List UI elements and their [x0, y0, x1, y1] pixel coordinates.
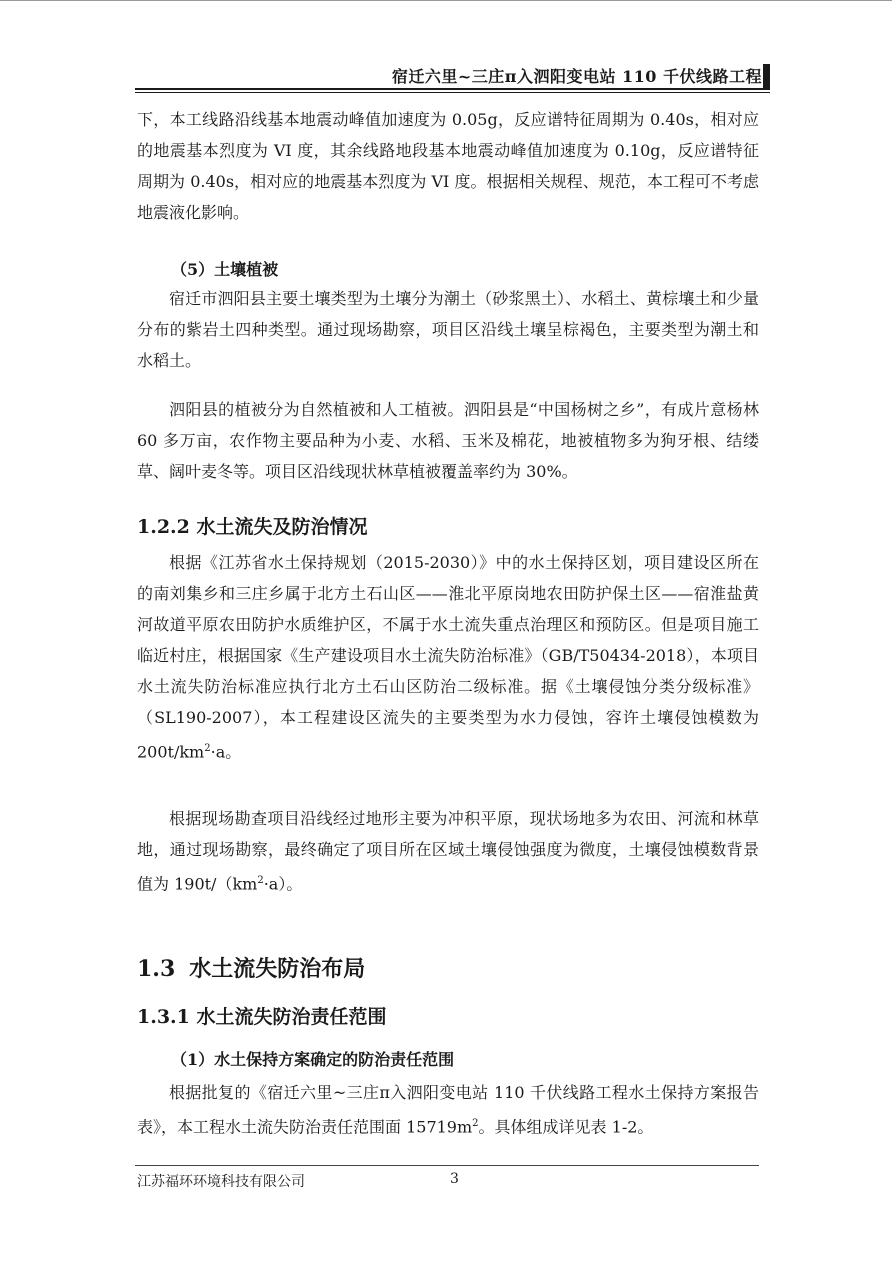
subheading-responsibility-scope: （1）水土保持方案确定的防治责任范围 [171, 1050, 455, 1069]
footer-company: 江苏福环环境科技有限公司 [137, 1174, 305, 1190]
header-rule-thin [135, 92, 770, 93]
paragraph-erosion-background: 根据现场勘查项目沿线经过地形主要为冲积平原，现状场地多为农田、河流和林草地，通过现场勘察，最终确定了项目所在区域土壤侵蚀强度为微度，土壤侵蚀模数背景值为 $190t/(km^2\cdot a)$。 [137, 809, 759, 894]
heading-1-3: 1.3 水土流失防治布局 [137, 956, 366, 982]
top-border-line [0, 0, 892, 1]
running-header-title: 宿迁六里~三庄π入泗阳变电站 110 千伏线路工程 [391, 67, 762, 86]
paragraph-vegetation: 泗阳县的植被分为自然植被和人工植被。泗阳县是“中国杨树之乡”，有成片意杨林 60 多万亩，农作物主要品种为小麦、水稻、玉米及棉花，地被植物多为狗牙根、结缕草、阔叶麦冬等。项目区沿线现状林草植被覆盖率约为 30%。 [137, 400, 759, 481]
paragraph-erosion-zoning: 根据《江苏省水土保持规划（2015-2030）》中的水土保持区划，项目建设区所在的南刘集乡和三庄乡属于北方土石山区——淮北平原岗地农田防护保土区——宿淮盐黄河故道平原农田防护水质维护区，不属于水土流失重点治理区和预防区。但是项目施工临近村庄，根据国家《生产建设项目水土流失防治标准》（GB/T50434-2018），本项目水土流失防治标准应执行北方土石山区防治二级标准。据《土壤侵蚀分类分级标准》（SL190-2007），本工程建设区流失的主要类型为水力侵蚀，容许土壤侵蚀模数为 $200t/km^2\cdot a$。 [137, 553, 759, 762]
page-number: 3 [450, 1171, 459, 1187]
subheading-soil-vegetation: （5）土壤植被 [171, 260, 279, 279]
paragraph-soil: 宿迁市泗阳县主要土壤类型为土壤分为潮土（砂浆黑土）、水稻土、黄棕壤土和少量分布的紫岩土四种类型。通过现场勘察，项目区沿线土壤呈棕褐色，主要类型为潮土和水稻土。 [137, 289, 759, 370]
header-rule-thick [135, 88, 770, 90]
paragraph-responsibility: 根据批复的《宿迁六里~三庄π入泗阳变电站 110 千伏线路工程水土保持方案报告表》，本工程水土流失防治责任范围面 $15719m^2$。具体组成详见表 1-2。 [137, 1083, 759, 1137]
header-marker-block [763, 64, 770, 88]
heading-1-2-2: 1.2.2 水土流失及防治情况 [137, 516, 368, 538]
heading-1-3-1: 1.3.1 水土流失防治责任范围 [137, 1006, 387, 1028]
footer-rule [135, 1165, 759, 1166]
paragraph-seismic: 下，本工线路沿线基本地震动峰值加速度为 0.05g，反应谱特征周期为 0.40s，相对应的地震基本烈度为 VI 度，其余线路地段基本地震动峰值加速度为 0.10g，反应谱特征周期为 0.40s，相对应的地震基本烈度为 VI 度。根据相关规程、规范，本工程可不考虑地震液化影响。 [137, 110, 759, 222]
